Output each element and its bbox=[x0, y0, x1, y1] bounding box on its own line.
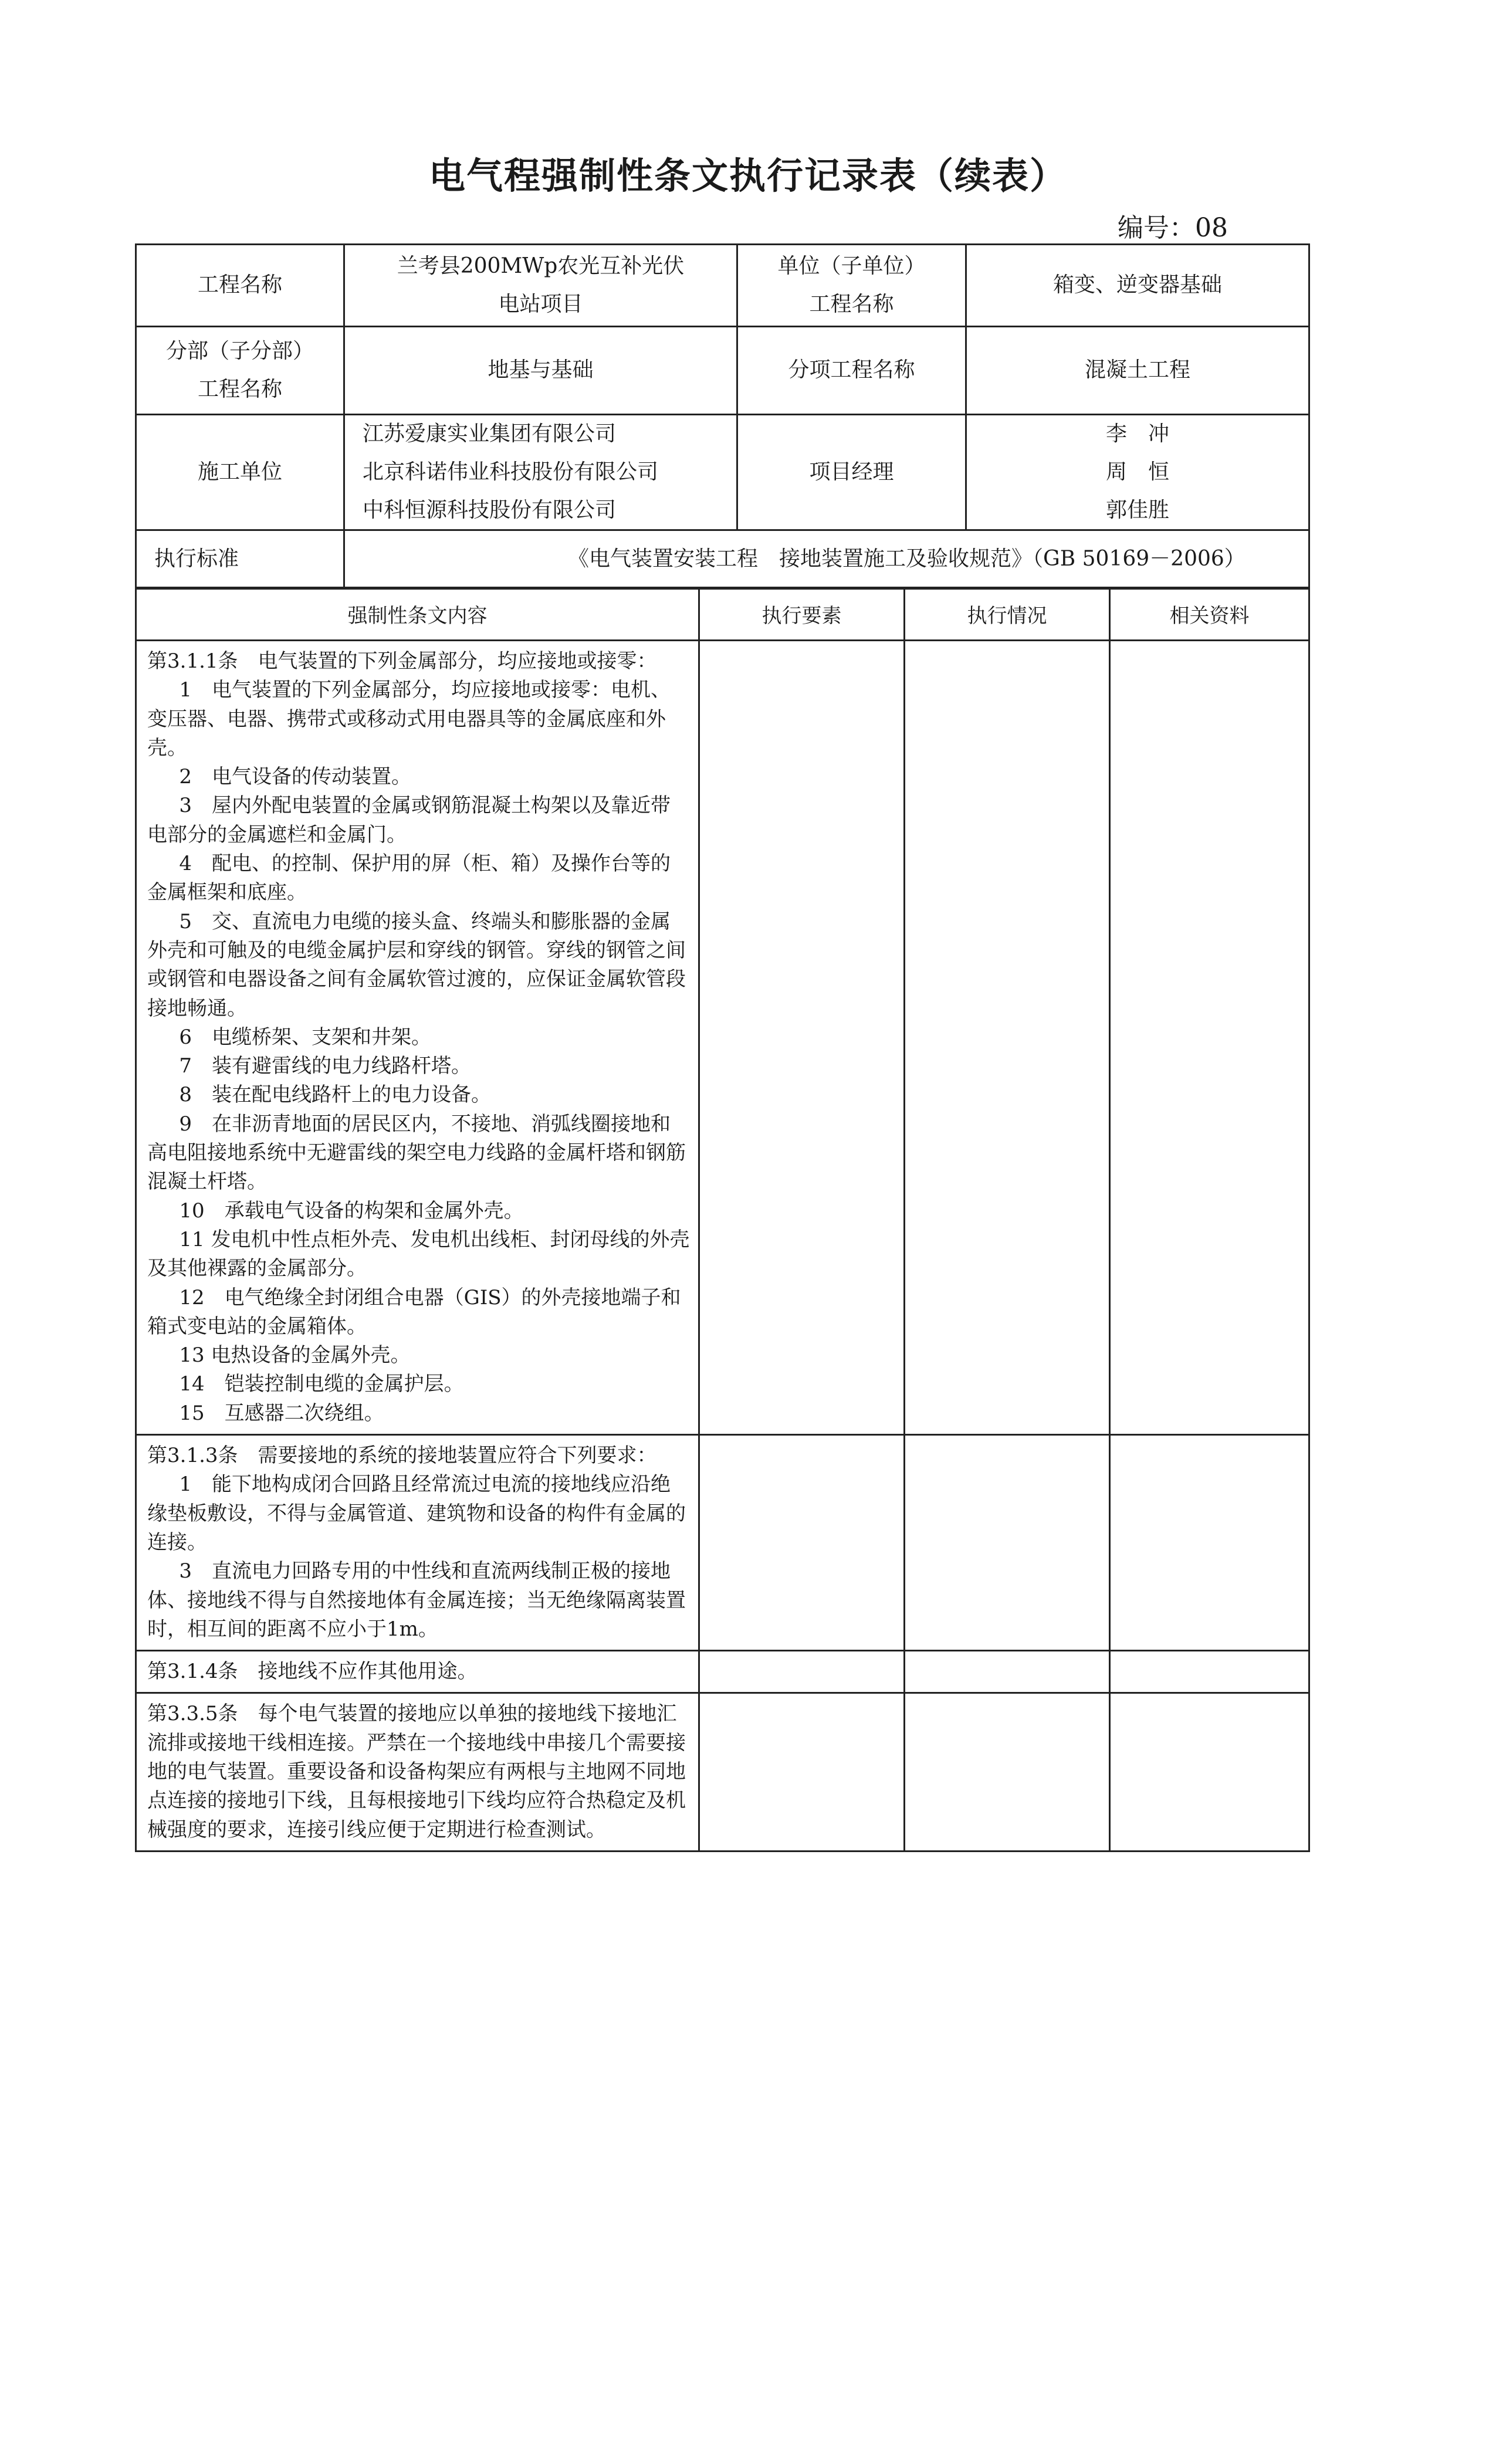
clause-item: 3 直流电力回路专用的中性线和直流两线制正极的接地体、接地线不得与自然接地体有金属连接；当无绝缘隔离装置时，相互间的距离不应小于1m。 bbox=[147, 1559, 686, 1641]
references-cell[interactable] bbox=[1110, 1435, 1309, 1651]
clause-item: 4 配电、的控制、保护用的屏（柜、箱）及操作台等的金属框架和底座。 bbox=[147, 852, 671, 905]
unit-label bbox=[737, 245, 966, 327]
elements-cell[interactable] bbox=[699, 1693, 905, 1851]
clause-item: 9 在非沥青地面的居民区内，不接地、消弧线圈接地和高电阻接地系统中无避雷线的架空电力线路的金属杆塔和钢筋混凝土杆塔。 bbox=[147, 1112, 686, 1194]
header-references: 相关资料 bbox=[1110, 588, 1309, 641]
division-value: 地基与基础 bbox=[344, 327, 737, 415]
project-name-line1: 兰考县200MWp农光互补光伏 bbox=[397, 253, 685, 278]
references-cell[interactable] bbox=[1110, 1693, 1309, 1851]
clause-item: 3 屋内外配电装置的金属或钢筋混凝土构架以及靠近带电部分的金属遮栏和金属门。 bbox=[147, 794, 671, 847]
project-name-value bbox=[344, 245, 737, 327]
contractor-label: 施工单位 bbox=[136, 415, 344, 530]
references-cell[interactable] bbox=[1110, 1651, 1309, 1693]
clause-heading: 第3.1.3条 需要接地的系统的接地装置应符合下列要求： bbox=[147, 1444, 657, 1468]
contractor-list bbox=[344, 415, 737, 530]
clause-row bbox=[136, 1651, 1309, 1693]
clause-item: 10 承载电气设备的构架和金属外壳。 bbox=[179, 1199, 524, 1223]
standard-value: 《电气装置安装工程 接地装置施工及验收规范》（GB 50169－2006） bbox=[344, 530, 1309, 589]
subitem-label: 分项工程名称 bbox=[737, 327, 966, 415]
contractor-name: 北京科诺伟业科技股份有限公司 bbox=[363, 459, 659, 484]
clause-item: 2 电气设备的传动装置。 bbox=[179, 765, 412, 789]
project-name-label: 工程名称 bbox=[136, 245, 344, 327]
manager-name: 周 恒 bbox=[1105, 459, 1169, 484]
clause-item: 5 交、直流电力电缆的接头盒、终端头和膨胀器的金属外壳和可触及的电缆金属护层和穿线的钢管。穿线的钢管之间或钢管和电器设备之间有金属软管过渡的，应保证金属软管段接地畅通。 bbox=[147, 909, 686, 1020]
clause-item: 1 能下地构成闭合回路且经常流过电流的接地线应沿绝缘垫板敷设，不得与金属管道、建筑物和设备的构件有金属的连接。 bbox=[147, 1473, 686, 1554]
clause-row bbox=[136, 1435, 1309, 1651]
contractor-name: 中科恒源科技股份有限公司 bbox=[363, 497, 617, 522]
status-cell[interactable] bbox=[905, 1651, 1110, 1693]
clause-item: 8 装在配电线路杆上的电力设备。 bbox=[179, 1083, 492, 1107]
project-name-line2: 电站项目 bbox=[498, 292, 583, 316]
clause-content bbox=[136, 1693, 699, 1851]
status-cell[interactable] bbox=[905, 641, 1110, 1435]
clause-heading: 第3.1.4条 接地线不应作其他用途。 bbox=[147, 1660, 478, 1684]
clause-heading: 第3.3.5条 每个电气装置的接地应以单独的接地线下接地汇流排或接地干线相连接。严禁在一个接地线中串接几个需要接地的电气装置。重要设备和设备构架应有两根与主地网不同地点连接的接地引下线，且每根接地引下线均应符合热稳定及机械强度的要求，连接引线应便于定期进行检查测试。 bbox=[147, 1702, 686, 1842]
manager-name: 郭佳胜 bbox=[1105, 497, 1169, 522]
division-label-line1: 分部（子分部） bbox=[165, 339, 314, 363]
header-status: 执行情况 bbox=[905, 588, 1110, 641]
clause-item: 14 铠装控制电缆的金属护层。 bbox=[179, 1372, 464, 1396]
clause-item: 6 电缆桥架、支架和井架。 bbox=[179, 1025, 432, 1049]
status-cell[interactable] bbox=[905, 1435, 1110, 1651]
page-title: 电气程强制性条文执行记录表（续表） bbox=[428, 154, 1067, 197]
manager-label: 项目经理 bbox=[737, 415, 966, 530]
clause-item: 1 电气装置的下列金属部分，均应接地或接零：电机、变压器、电器、携带式或移动式用电器具等的金属底座和外壳。 bbox=[147, 678, 671, 760]
header-clause-content: 强制性条文内容 bbox=[136, 588, 699, 641]
clause-row bbox=[136, 641, 1309, 1435]
division-label bbox=[136, 327, 344, 415]
project-name-row bbox=[136, 245, 1309, 327]
standard-row bbox=[136, 530, 1309, 589]
manager-list bbox=[966, 415, 1309, 530]
clause-heading: 第3.1.1条 电气装置的下列金属部分，均应接地或接零： bbox=[147, 649, 657, 673]
division-label-line2: 工程名称 bbox=[197, 377, 282, 401]
standard-label: 执行标准 bbox=[136, 530, 344, 589]
clause-content bbox=[136, 1651, 699, 1693]
clause-content bbox=[136, 1435, 699, 1651]
clause-item: 15 互感器二次绕组。 bbox=[179, 1401, 384, 1425]
unit-value: 箱变、逆变器基础 bbox=[966, 245, 1309, 327]
project-info-table bbox=[135, 243, 1310, 590]
clause-item: 13 电热设备的金属外壳。 bbox=[179, 1343, 411, 1368]
clause-item: 7 装有避雷线的电力线路杆塔。 bbox=[179, 1054, 472, 1078]
status-cell[interactable] bbox=[905, 1693, 1110, 1851]
division-row bbox=[136, 327, 1309, 415]
clauses-table bbox=[135, 587, 1310, 1852]
clause-content bbox=[136, 641, 699, 1435]
references-cell[interactable] bbox=[1110, 641, 1309, 1435]
clauses-header-row bbox=[136, 588, 1309, 641]
clause-row bbox=[136, 1693, 1309, 1851]
elements-cell[interactable] bbox=[699, 641, 905, 1435]
elements-cell[interactable] bbox=[699, 1435, 905, 1651]
clause-item: 11 发电机中性点柜外壳、发电机出线柜、封闭母线的外壳及其他裸露的金属部分。 bbox=[147, 1227, 690, 1281]
clause-item: 12 电气绝缘全封闭组合电器（GIS）的外壳接地端子和箱式变电站的金属箱体。 bbox=[147, 1285, 681, 1338]
elements-cell[interactable] bbox=[699, 1651, 905, 1693]
document-number: 编号：08 bbox=[1118, 213, 1228, 243]
subitem-value: 混凝土工程 bbox=[966, 327, 1309, 415]
manager-name: 李 冲 bbox=[1105, 422, 1169, 446]
unit-label-line1: 单位（子单位） bbox=[777, 253, 926, 278]
header-elements: 执行要素 bbox=[699, 588, 905, 641]
unit-label-line2: 工程名称 bbox=[809, 292, 894, 316]
contractor-name: 江苏爱康实业集团有限公司 bbox=[363, 422, 617, 446]
contractor-row bbox=[136, 415, 1309, 530]
